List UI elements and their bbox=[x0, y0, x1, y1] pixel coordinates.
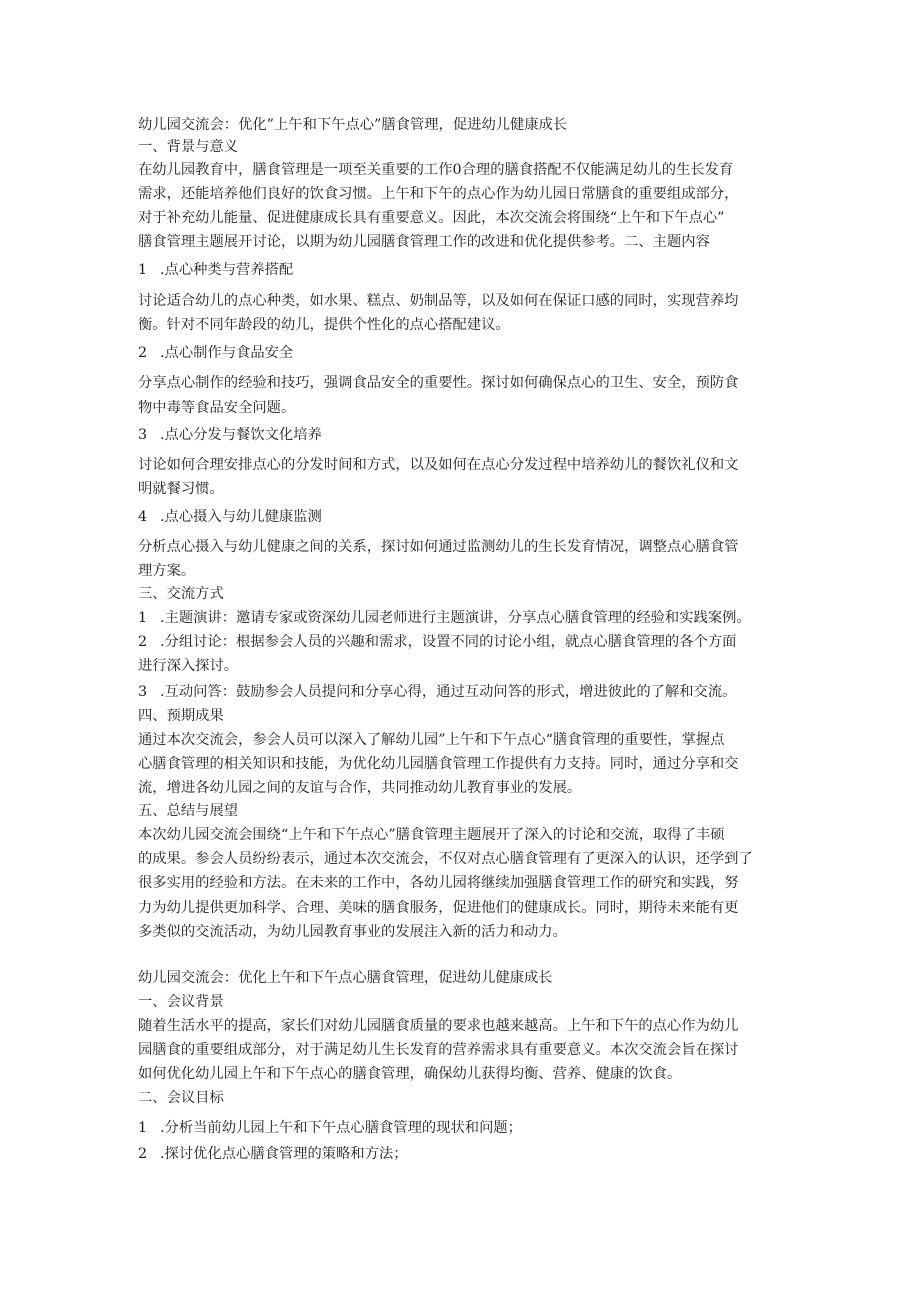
doc1-topic2-paragraph-line: 分享点心制作的经验和技巧，强调食品安全的重要性。探讨如何确保点心的卫生、安全，预防食 bbox=[138, 375, 739, 391]
doc1-topic1-heading bbox=[138, 259, 293, 281]
doc1-topic4-title: .点心摄入与幼儿健康监测 bbox=[160, 509, 322, 525]
doc1-topic2-number: 2 bbox=[138, 345, 148, 361]
doc2-title: 幼儿园交流会：优化上午和下午点心膳食管理，促进幼儿健康成长 bbox=[138, 970, 553, 986]
doc1-section5-paragraph-line: 本次幼儿园交流会围绕“上午和下午点心”膳食管理主题展开了深入的讨论和交流，取得了丰硕 bbox=[138, 827, 725, 843]
doc2-section1-paragraph-line: 园膳食的重要组成部分，对于满足幼儿生长发育的营养需求具有重要意义。本次交流会旨在探讨 bbox=[138, 1042, 739, 1058]
doc1-topic3-heading bbox=[138, 424, 322, 446]
doc1-topic3-number: 3 bbox=[138, 427, 148, 443]
doc1-section1-paragraph-line: 膳食管理主题展开讨论，以期为幼儿园膳食管理工作的改进和优化提供参考。二、主题内容 bbox=[138, 234, 710, 250]
doc1-topic4-number: 4 bbox=[138, 509, 148, 525]
doc1-topic4-paragraph-line: 理方案。 bbox=[138, 563, 196, 579]
doc1-topic3-paragraph-line: 讨论如何合理安排点心的分发时间和方式，以及如何在点心分发过程中培养幼儿的餐饮礼仪和文 bbox=[138, 457, 739, 473]
doc1-method3-number: 3 bbox=[138, 684, 148, 700]
doc1-method3 bbox=[138, 681, 736, 703]
doc2-goal1-number: 1 bbox=[138, 1120, 148, 1136]
doc1-topic1-title: .点心种类与营养搭配 bbox=[160, 262, 294, 278]
doc1-topic4-heading bbox=[138, 506, 322, 528]
doc1-section1-paragraph-line: 对于补充幼儿能量、促进健康成长具有重要意义。因此，本次交流会将围绕“上午和下午点心” bbox=[138, 210, 725, 226]
doc2-section1-paragraph-line: 随着生活水平的提高，家长们对幼儿园膳食质量的要求也越来越高。上午和下午的点心作为幼儿 bbox=[138, 1018, 739, 1034]
doc1-topic2-heading bbox=[138, 342, 293, 364]
doc1-section1-heading: 一、背景与意义 bbox=[138, 139, 239, 155]
doc1-section4-paragraph-line: 流，增进各幼儿园之间的友谊与合作，共同推动幼儿教育事业的发展。 bbox=[138, 780, 582, 796]
doc2-section1-paragraph-line: 如何优化幼儿园上午和下午点心的膳食管理，确保幼儿获得均衡、营养、健康的饮食。 bbox=[138, 1066, 682, 1082]
doc1-section5-paragraph-line: 力为幼儿提供更加科学、合理、美味的膳食服务，促进他们的健康成长。同时，期待未来能有更 bbox=[138, 900, 739, 916]
doc2-goal1-text: .分析当前幼儿园上午和下午点心膳食管理的现状和问题； bbox=[160, 1120, 522, 1136]
doc2-section1-heading: 一、会议背景 bbox=[138, 994, 224, 1010]
doc1-topic1-number: 1 bbox=[138, 262, 148, 278]
doc1-section5-paragraph-line: 很多实用的经验和方法。在未来的工作中，各幼儿园将继续加强膳食管理工作的研究和实践，努 bbox=[138, 875, 739, 891]
doc2-goal2 bbox=[138, 1143, 408, 1165]
doc1-method2-text: .分组讨论：根据参会人员的兴趣和需求，设置不同的讨论小组，就点心膳食管理的各个方面 bbox=[160, 634, 737, 650]
doc1-section5-paragraph-line: 的成果。参会人员纷纷表示，通过本次交流会，不仅对点心膳食管理有了更深入的认识，还学到了 bbox=[138, 851, 753, 867]
doc1-section1-paragraph-line: 需求，还能培养他们良好的饮食习惯。上午和下午的点心作为幼儿园日常膳食的重要组成部分， bbox=[138, 186, 739, 202]
doc1-topic4-paragraph-line: 分析点心摄入与幼儿健康之间的关系，探讨如何通过监测幼儿的生长发育情况，调整点心膳食管 bbox=[138, 539, 739, 555]
doc1-topic1-paragraph-line: 讨论适合幼儿的点心种类，如水果、糕点、奶制品等，以及如何在保证口感的同时，实现营养均 bbox=[138, 293, 739, 309]
doc2-section2-heading: 二、会议目标 bbox=[138, 1090, 224, 1106]
doc1-method3-text: .互动问答：鼓励参会人员提问和分享心得，通过互动问答的形式，增进彼此的了解和交流。 bbox=[160, 684, 737, 700]
doc1-section3-heading: 三、交流方式 bbox=[138, 586, 224, 602]
doc2-goal2-text: .探讨优化点心膳食管理的策略和方法； bbox=[160, 1146, 408, 1162]
doc1-section5-paragraph-line: 多类似的交流活动，为幼儿园教育事业的发展注入新的活力和动力。 bbox=[138, 924, 567, 940]
doc1-method2-number: 2 bbox=[138, 634, 148, 650]
doc1-method2-continuation: 进行深入探讨。 bbox=[138, 658, 239, 674]
doc2-goal2-number: 2 bbox=[138, 1146, 148, 1162]
doc1-topic2-title: .点心制作与食品安全 bbox=[160, 345, 294, 361]
doc1-method1 bbox=[138, 607, 751, 629]
doc1-section4-paragraph-line: 心膳食管理的相关知识和技能，为优化幼儿园膳食管理工作提供有力支持。同时，通过分享和交 bbox=[138, 756, 739, 772]
doc1-method1-text: .主题演讲：邀请专家或资深幼儿园老师进行主题演讲，分享点心膳食管理的经验和实践案例。 bbox=[160, 610, 751, 626]
doc1-section4-heading: 四、预期成果 bbox=[138, 708, 224, 724]
doc1-method1-number: 1 bbox=[138, 610, 148, 626]
doc1-section1-paragraph-line: 在幼儿园教育中，膳食管理是一项至关重要的工作0合理的膳食搭配不仅能满足幼儿的生长发育 bbox=[138, 162, 734, 178]
doc2-goal1 bbox=[138, 1117, 522, 1139]
doc1-method2 bbox=[138, 631, 736, 653]
doc1-title: 幼儿园交流会：优化”上午和下午点心”膳食管理，促进幼儿健康成长 bbox=[138, 117, 568, 133]
doc1-topic2-paragraph-line: 物中毒等食品安全问题。 bbox=[138, 400, 296, 416]
doc1-section4-paragraph-line: 通过本次交流会，参会人员可以深入了解幼儿园”上午和下午点心“膳食管理的重要性，掌握点 bbox=[138, 732, 725, 748]
doc1-topic3-paragraph-line: 明就餐习惯。 bbox=[138, 481, 224, 497]
doc1-topic3-title: .点心分发与餐饮文化培养 bbox=[160, 427, 322, 443]
doc1-topic1-paragraph-line: 衡。针对不同年龄段的幼儿，提供个性化的点心搭配建议。 bbox=[138, 317, 510, 333]
doc1-section5-heading: 五、总结与展望 bbox=[138, 803, 239, 819]
